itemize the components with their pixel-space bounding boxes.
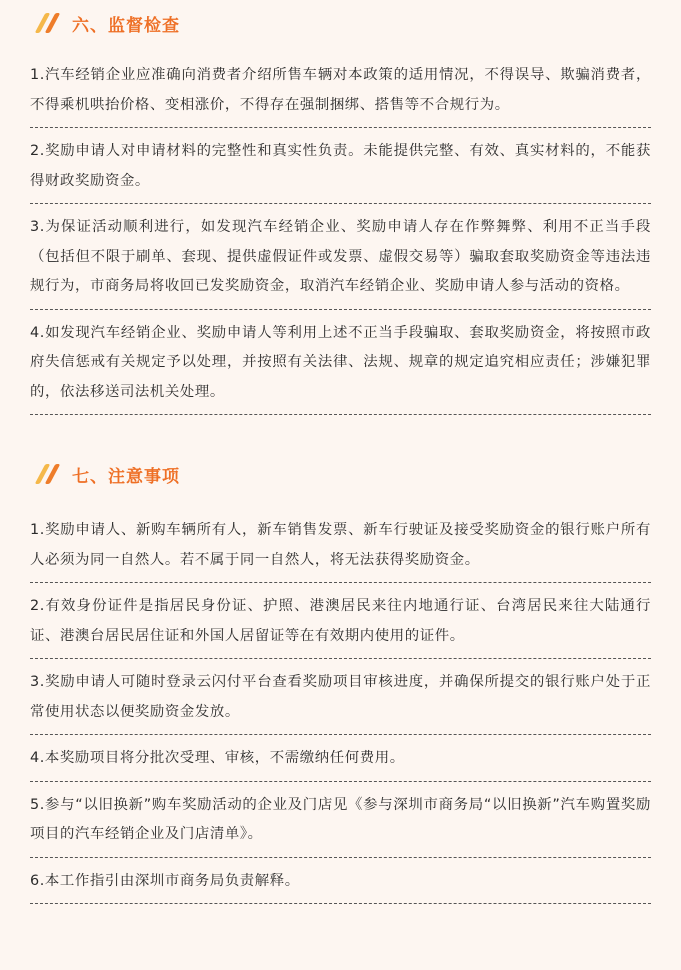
paragraph-item: 3.为保证活动顺利进行，如发现汽车经销企业、奖励申请人存在作弊舞弊、利用不正当手段（包括但不限于刷单、套现、提供虚假证件或发票、虚假交易等）骗取套取奖励资金等违法违规行为，市商务局将收回已发奖励资金，取消汽车经销企业、奖励申请人参与活动的资格。	[30, 204, 651, 310]
document-page	[0, 8, 681, 970]
section-supervision	[30, 8, 651, 415]
double-slash-icon	[30, 463, 64, 485]
paragraph-item: 1.奖励申请人、新购车辆所有人，新车销售发票、新车行驶证及接受奖励资金的银行账户所有人必须为同一自然人。若不属于同一自然人，将无法获得奖励资金。	[30, 507, 651, 583]
paragraph-item: 4.本奖励项目将分批次受理、审核，不需缴纳任何费用。	[30, 735, 651, 782]
paragraph-item: 2.奖励申请人对申请材料的完整性和真实性负责。未能提供完整、有效、真实材料的，不能获得财政奖励资金。	[30, 128, 651, 204]
section-items	[30, 52, 651, 415]
paragraph-item: 4.如发现汽车经销企业、奖励申请人等利用上述不正当手段骗取、套取奖励资金，将按照市政府失信惩戒有关规定予以处理，并按照有关法律、法规、规章的规定追究相应责任；涉嫌犯罪的，依法移送司法机关处理。	[30, 310, 651, 416]
double-slash-icon	[30, 12, 64, 34]
section-notes	[30, 459, 651, 904]
paragraph-item: 3.奖励申请人可随时登录云闪付平台查看奖励项目审核进度，并确保所提交的银行账户处于正常使用状态以便奖励资金发放。	[30, 659, 651, 735]
paragraph-item: 5.参与“以旧换新”购车奖励活动的企业及门店见《参与深圳市商务局“以旧换新”汽车购置奖励项目的汽车经销企业及门店清单》。	[30, 782, 651, 858]
paragraph-item: 6.本工作指引由深圳市商务局负责解释。	[30, 858, 651, 905]
section-title: 七、注意事项	[72, 466, 180, 487]
section-title: 六、监督检查	[72, 15, 180, 36]
paragraph-item: 1.汽车经销企业应准确向消费者介绍所售车辆对本政策的适用情况，不得误导、欺骗消费者，不得乘机哄抬价格、变相涨价，不得存在强制捆绑、搭售等不合规行为。	[30, 52, 651, 128]
section-header	[30, 8, 651, 38]
section-header	[30, 459, 651, 489]
section-items	[30, 507, 651, 904]
paragraph-item: 2.有效身份证件是指居民身份证、护照、港澳居民来往内地通行证、台湾居民来往大陆通行证、港澳台居民居住证和外国人居留证等在有效期内使用的证件。	[30, 583, 651, 659]
